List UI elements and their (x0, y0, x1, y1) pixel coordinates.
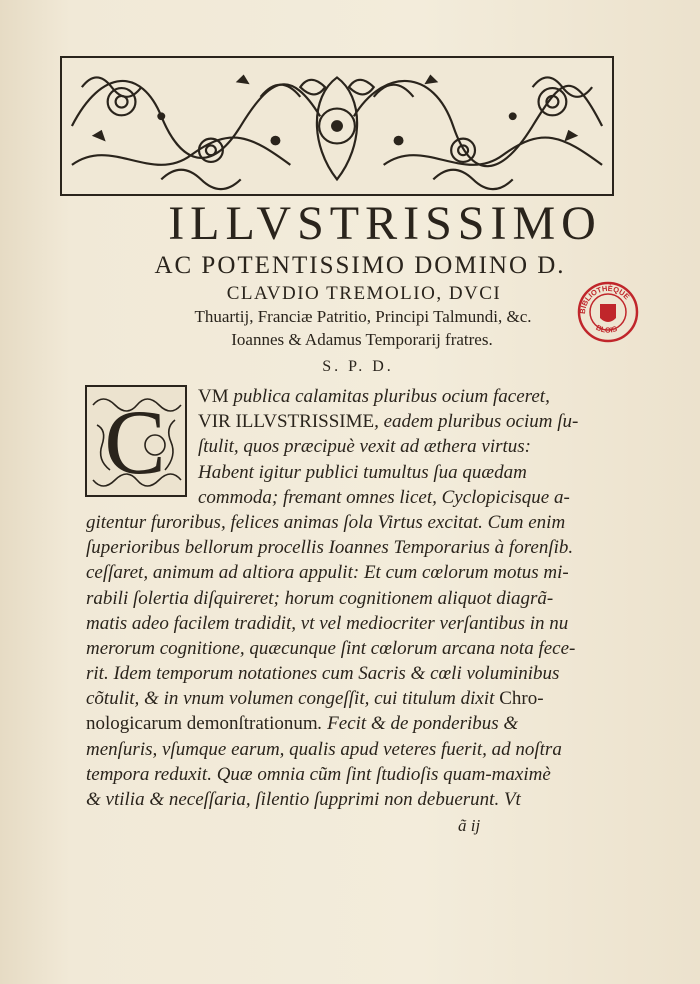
title-line-3: CLAVDIO TREMOLIO, DVCI (226, 283, 502, 304)
body-text-run: Chro- (499, 688, 544, 710)
body-text-run: rabili ſolertia diſquireret; horum cognitionem aliquot diagrã- (86, 587, 554, 609)
body-line (86, 737, 606, 762)
body-text (86, 384, 606, 812)
body-text-run: & vtilia & neceſſaria, ſilentio ſupprimi non debuerunt. Vt (86, 789, 521, 810)
body-line (86, 586, 606, 611)
body-line (86, 762, 606, 787)
body-text-run: Habent igitur publici tumultus ſua quædam (198, 461, 527, 483)
body-line (86, 460, 606, 485)
title-line-2: AC POTENTISSIMO DOMINO D. (154, 252, 566, 279)
body-line (86, 384, 606, 409)
signature-mark: ã ij (458, 816, 481, 835)
body-line (86, 485, 606, 510)
body-text-run: ſuperioribus bellorum procellis Ioannes Temporarius à forenſib. (86, 537, 574, 559)
body-line (86, 434, 606, 459)
body-line (86, 686, 606, 711)
body-text-run: menſuris, vſumque earum, qualis apud veteres fuerit, ad noſtra (86, 738, 562, 760)
body-text-run: tempora reduxit. Quæ omnia cũm ſint ſtudioſis quam-maximè (86, 763, 551, 785)
body-text-run: cõtulit, & in vnum volumen congeſſit, cui titulum dixit (86, 688, 500, 710)
body-line (86, 661, 606, 686)
title-line-5: Ioannes & Adamus Temporarij fratres. (231, 330, 493, 349)
body-text-run: matis adeo facilem tradidit, vt vel mediocriter verſantibus in nu (86, 612, 569, 634)
body-text-run: merorum cognitione, quæcunque ſint cœlorum arcana nota fece- (86, 637, 576, 659)
body-text-run: publica calamitas pluribus ocium faceret, (233, 386, 550, 407)
body-line (86, 636, 606, 661)
library-stamp (576, 280, 640, 344)
body-text-run: . Fecit & de ponderibus & (317, 713, 519, 735)
body-line (86, 510, 606, 535)
body-line (86, 787, 606, 812)
title-line-4: Thuartij, Franciæ Patritio, Principi Talmundi, &c. (194, 307, 532, 326)
body-line (86, 611, 606, 636)
svg-text:C: C (104, 391, 166, 493)
body-line (86, 409, 606, 434)
body-text-run: VM (198, 386, 234, 407)
body-line (86, 711, 606, 736)
body-line (86, 560, 606, 585)
body-text-run: rit. Idem temporum notationes cum Sacris & cœli voluminibus (86, 663, 560, 685)
ornamental-headpiece (60, 56, 614, 196)
body-text-run: commoda; fremant omnes licet, Cyclopicisque a- (198, 486, 570, 508)
body-text-run: gitentur furoribus, felices animas ſola Virtus excitat. Cum enim (86, 511, 566, 533)
svg-text:BIBLIOTHÈQUE: BIBLIOTHÈQUE (577, 283, 632, 315)
title-line-1: ILLVSTRISSIMO (168, 197, 602, 250)
salutation: S. P. D. (322, 358, 394, 375)
body-line (86, 535, 606, 560)
body-text-run: ceſſaret, animum ad altiora appulit: Et cum cœlorum motus mi- (86, 562, 569, 584)
body-text-run: VIR ILLVSTRISSIME (198, 411, 375, 433)
svg-text:BLOIS: BLOIS (594, 322, 619, 335)
body-text-run: ſtulit, quos præcipuè vexit ad æthera virtus: (198, 436, 531, 458)
body-text-run: nologicarum demonſtrationum (86, 713, 318, 735)
body-text-run: , eadem pluribus ocium ſu- (374, 411, 579, 433)
